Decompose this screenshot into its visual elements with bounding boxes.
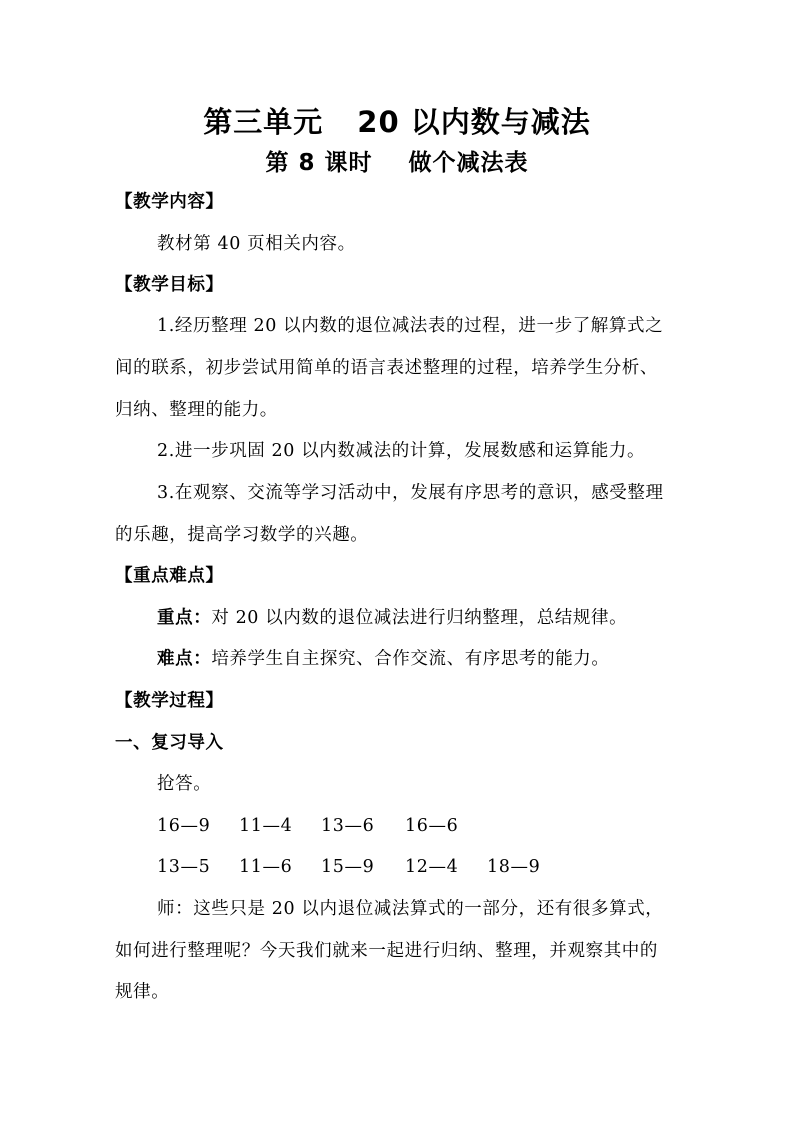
equation-row-1 (157, 814, 487, 838)
key-point-text: 对 20 以内数的退位减法进行归纳整理，总结规律。 (211, 608, 628, 628)
teacher-line-2: 如何进行整理呢？今天我们就来一起进行归纳、整理，并观察其中的 (115, 941, 658, 961)
key-point (157, 606, 627, 630)
heading-teaching-process: 【教学过程】 (115, 691, 224, 711)
goal-1-line-2: 间的联系，初步尝试用简单的语言表述整理的过程，培养学生分析、 (115, 358, 658, 378)
difficult-point-label: 难点： (157, 649, 212, 669)
equation: 13—6 (321, 816, 375, 836)
goal-1-line-3: 归纳、整理的能力。 (115, 400, 278, 420)
teacher-line-3: 规律。 (115, 982, 170, 1002)
goal-2: 2.进一步巩固 20 以内数减法的计算，发展数感和运算能力。 (157, 441, 646, 461)
equation: 16—6 (405, 816, 459, 836)
equation: 11—4 (239, 816, 293, 836)
difficult-point (157, 647, 610, 671)
equation: 15—9 (321, 857, 375, 877)
equation: 12—4 (405, 857, 459, 877)
step-1-heading: 一、复习导入 (115, 733, 224, 753)
teacher-line-1: 师：这些只是 20 以内退位减法算式的一部分，还有很多算式， (157, 899, 664, 919)
unit-title (0, 100, 794, 141)
heading-teaching-goals: 【教学目标】 (115, 275, 224, 295)
goal-3-line-2: 的乐趣，提高学习数学的兴趣。 (115, 525, 369, 545)
equation-row-2 (157, 855, 569, 879)
key-point-label: 重点： (157, 608, 212, 628)
unit-label: 第三单元 (203, 105, 324, 139)
heading-key-points: 【重点难点】 (115, 566, 224, 586)
lesson-title (0, 144, 794, 177)
lesson-number: 第 8 课时 (265, 150, 373, 176)
difficult-point-text: 培养学生自主探究、合作交流、有序思考的能力。 (211, 649, 610, 669)
unit-topic: 20 以内数与减法 (357, 105, 591, 139)
equation: 18—9 (487, 857, 541, 877)
goal-1-line-1: 1.经历整理 20 以内数的退位减法表的过程，进一步了解算式之 (157, 316, 664, 336)
equation: 11—6 (239, 857, 293, 877)
equation: 16—9 (157, 816, 211, 836)
lesson-name: 做个减法表 (408, 150, 529, 176)
goal-3-line-1: 3.在观察、交流等学习活动中，发展有序思考的意识，感受整理 (157, 483, 664, 503)
quick-answer-prompt: 抢答。 (157, 774, 212, 794)
heading-teaching-content: 【教学内容】 (115, 192, 224, 212)
equation: 13—5 (157, 857, 211, 877)
teaching-content-text: 教材第 40 页相关内容。 (157, 234, 356, 254)
